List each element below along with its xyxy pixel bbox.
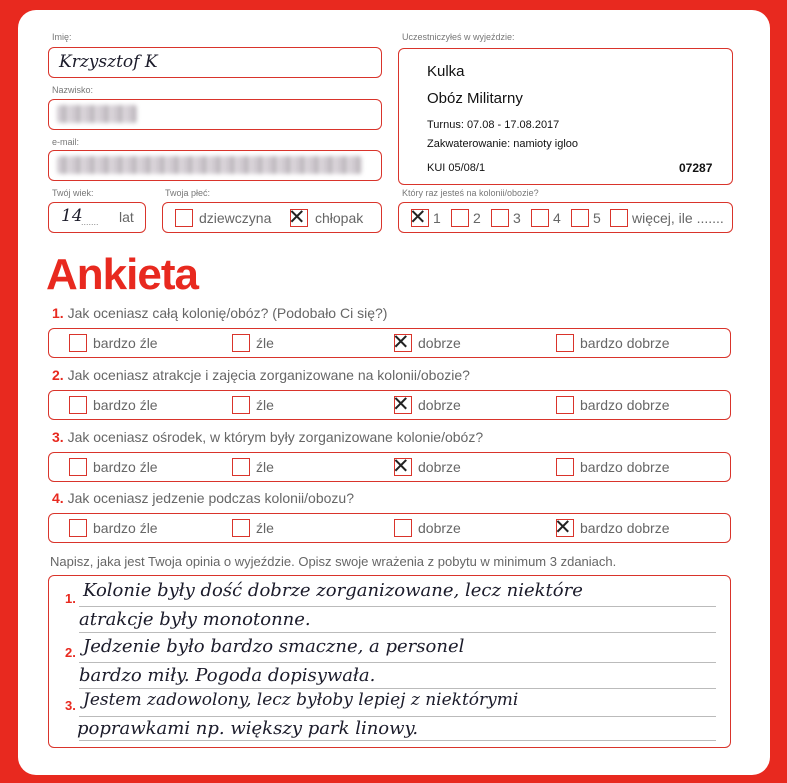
opinion-number-1: 1. <box>65 591 76 606</box>
answer-label: źle <box>256 459 274 475</box>
question-2-answers <box>48 390 731 420</box>
card-turnus: Turnus: 07.08 - 17.08.2017 <box>427 119 560 131</box>
answer-checkbox[interactable] <box>392 330 412 354</box>
card-code: KUI 05/08/1 <box>427 162 486 174</box>
card-camp-name: Obóz Militarny <box>427 90 523 107</box>
opinion-box[interactable] <box>48 575 731 748</box>
answer-checkbox[interactable] <box>556 334 574 352</box>
times-more-checkbox[interactable] <box>610 209 628 227</box>
answer-label: dobrze <box>418 335 461 351</box>
ruled-line <box>79 716 716 717</box>
answer-checkbox[interactable] <box>232 334 250 352</box>
answer-checkbox[interactable] <box>554 515 574 539</box>
opinion-number-2: 2. <box>65 645 76 660</box>
times-2-label: 2 <box>473 210 481 226</box>
opinion-prompt: Napisz, jaka jest Twoja opinia o wyjeździe. Opisz swoje wrażenia z pobytu w minimum 3 zdaniach. <box>50 554 617 569</box>
opinion-1-line-2: atrakcje były monotonne. <box>79 609 311 630</box>
question-number: 4. <box>52 490 64 506</box>
gender-male-checkbox[interactable] <box>288 205 308 229</box>
email-field[interactable] <box>48 150 382 181</box>
ruled-line <box>79 688 716 689</box>
answer-checkbox[interactable] <box>394 519 412 537</box>
question-label: Jak oceniasz atrakcje i zajęcia zorganizowane na kolonii/obozie? <box>67 367 470 383</box>
check-mark-icon: ✕ <box>288 205 306 229</box>
camp-info-card <box>398 48 733 185</box>
email-redacted <box>57 156 362 174</box>
opinion-3-line-2: poprawkami np. większy park linowy. <box>77 718 419 739</box>
email-label: e-mail: <box>52 137 80 147</box>
check-mark-icon: ✕ <box>392 392 410 416</box>
answer-label: bardzo dobrze <box>580 335 670 351</box>
question-2-text <box>52 367 470 383</box>
times-label: Który raz jesteś na kolonii/obozie? <box>402 188 539 198</box>
answer-checkbox[interactable] <box>392 454 412 478</box>
surname-label: Nazwisko: <box>52 85 94 95</box>
answer-checkbox[interactable] <box>556 458 574 476</box>
ruled-line <box>79 662 716 663</box>
gender-label: Twoja płeć: <box>165 188 211 198</box>
times-more-label: więcej, ile ....... <box>632 210 724 226</box>
question-label: Jak oceniasz ośrodek, w którym były zorganizowane kolonie/obóz? <box>67 429 484 445</box>
opinion-number-3: 3. <box>65 698 76 713</box>
question-label: Jak oceniasz jedzenie podczas kolonii/obozu? <box>67 490 354 506</box>
gender-female-label: dziewczyna <box>199 210 272 226</box>
answer-label: źle <box>256 335 274 351</box>
question-number: 3. <box>52 429 64 445</box>
answer-label: bardzo źle <box>93 459 158 475</box>
times-3-checkbox[interactable] <box>491 209 509 227</box>
ruled-line <box>79 632 716 633</box>
question-3-answers <box>48 452 731 482</box>
question-1-answers <box>48 328 731 358</box>
answer-label: bardzo dobrze <box>580 520 670 536</box>
answer-checkbox[interactable] <box>69 519 87 537</box>
times-4-checkbox[interactable] <box>531 209 549 227</box>
age-unit: lat <box>119 209 134 225</box>
question-label: Jak oceniasz całą kolonię/obóz? (Podobało Ci się?) <box>67 305 388 321</box>
times-4-label: 4 <box>553 210 561 226</box>
question-1-text <box>52 305 387 321</box>
times-1-label: 1 <box>433 210 441 226</box>
answer-checkbox[interactable] <box>556 396 574 414</box>
opinion-3-line-1: Jestem zadowolony, lecz byłoby lepiej z niektórymi <box>83 690 519 710</box>
survey-title: Ankieta <box>46 250 198 299</box>
times-3-label: 3 <box>513 210 521 226</box>
answer-checkbox[interactable] <box>69 334 87 352</box>
age-label: Twój wiek: <box>52 188 94 198</box>
card-number: 07287 <box>679 161 713 175</box>
answer-checkbox[interactable] <box>392 392 412 416</box>
ruled-line <box>79 740 716 741</box>
answer-label: bardzo źle <box>93 335 158 351</box>
answer-label: bardzo dobrze <box>580 397 670 413</box>
times-2-checkbox[interactable] <box>451 209 469 227</box>
answer-label: dobrze <box>418 520 461 536</box>
check-mark-icon: ✕ <box>409 205 427 229</box>
card-lodging: Zakwaterowanie: namioty igloo <box>427 138 579 150</box>
answer-label: bardzo źle <box>93 520 158 536</box>
answer-checkbox[interactable] <box>69 458 87 476</box>
check-mark-icon: ✕ <box>392 330 410 354</box>
opinion-2-line-1: Jedzenie było bardzo smaczne, a personel <box>83 636 465 657</box>
answer-checkbox[interactable] <box>232 396 250 414</box>
times-1-checkbox[interactable] <box>409 205 429 229</box>
times-5-checkbox[interactable] <box>571 209 589 227</box>
opinion-2-line-2: bardzo miły. Pogoda dopisywała. <box>79 665 376 686</box>
surname-field[interactable] <box>48 99 382 130</box>
answer-checkbox[interactable] <box>232 519 250 537</box>
surname-redacted <box>57 105 137 123</box>
question-4-text <box>52 490 354 506</box>
ruled-line <box>79 606 716 607</box>
times-5-label: 5 <box>593 210 601 226</box>
gender-field <box>162 202 382 233</box>
name-field[interactable] <box>48 47 382 78</box>
times-field <box>398 202 733 233</box>
answer-label: źle <box>256 520 274 536</box>
gender-female-checkbox[interactable] <box>175 209 193 227</box>
gender-male-label: chłopak <box>315 210 364 226</box>
answer-checkbox[interactable] <box>69 396 87 414</box>
answer-label: źle <box>256 397 274 413</box>
answer-label: bardzo źle <box>93 397 158 413</box>
answer-label: dobrze <box>418 397 461 413</box>
answer-checkbox[interactable] <box>232 458 250 476</box>
name-value: Krzysztof K <box>59 52 158 72</box>
answer-label: bardzo dobrze <box>580 459 670 475</box>
card-company: Kulka <box>427 63 465 80</box>
question-number: 2. <box>52 367 64 383</box>
opinion-1-line-1: Kolonie były dość dobrze zorganizowane, lecz niektóre <box>83 580 583 601</box>
participant-label: Uczestniczyłeś w wyjeździe: <box>402 32 515 42</box>
check-mark-icon: ✕ <box>554 515 572 539</box>
check-mark-icon: ✕ <box>392 454 410 478</box>
answer-label: dobrze <box>418 459 461 475</box>
name-label: Imię: <box>52 32 72 42</box>
question-number: 1. <box>52 305 64 321</box>
question-4-answers <box>48 513 731 543</box>
age-dots: ....... <box>81 217 99 227</box>
age-value: 14 <box>61 206 83 226</box>
question-3-text <box>52 429 483 445</box>
age-field[interactable] <box>48 202 146 233</box>
